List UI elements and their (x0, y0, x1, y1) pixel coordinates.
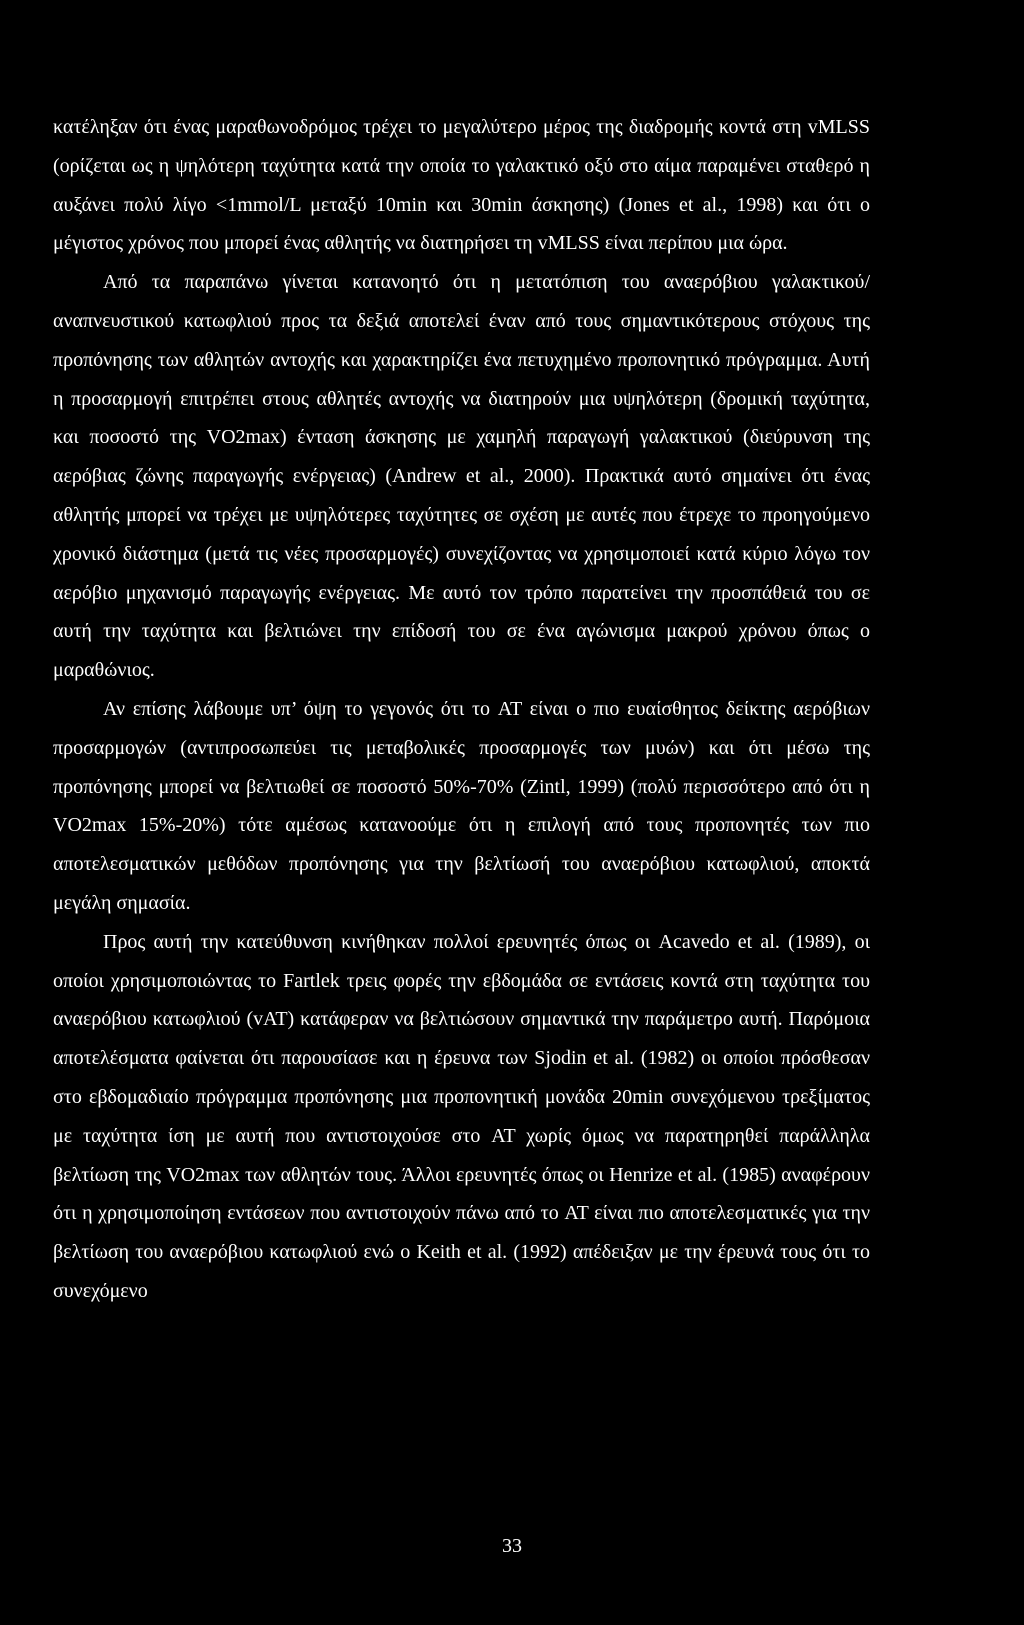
page-number: 33 (502, 1535, 522, 1557)
paragraph-3: Αν επίσης λάβουμε υπ’ όψη το γεγονός ότι το AT είναι ο πιο ευαίσθητος δείκτης αερόβιων προσαρμογών (αντιπροσωπεύει τις μεταβολικές προσαρμογές των μυών) και ότι μέσω της προπόνησης μπορεί να βελτιωθεί σε ποσοστό 50%-70% (Zintl, 1999) (πολύ περισσότερο από ότι η VO2max 15%-20%) τότε αμέσως κατανοούμε ότι η επιλογή από τους προπονητές των πιο αποτελεσματικών μεθόδων προπόνησης για την βελτίωσή του αναερόβιου κατωφλιού, αποκτά μεγάλη σημασία. (53, 697, 870, 914)
paragraph-1: κατέληξαν ότι ένας μαραθωνοδρόμος τρέχει το μεγαλύτερο μέρος της διαδρομής κοντά στη vMLSS (ορίζεται ως η ψηλότερη ταχύτητα κατά την οποία το γαλακτικό οξύ στο αίμα παραμένει σταθερό η αυξάνει πολύ λίγο <1mmol/L μεταξύ 10min και 30min άσκησης) (Jones et al., 1998) και ότι ο μέγιστος χρόνος που μπορεί ένας αθλητής να διατηρήσει τη vMLSS είναι περίπου μια ώρα. (53, 116, 870, 255)
paragraph-2: Από τα παραπάνω γίνεται κατανοητό ότι η μετατόπιση του αναερόβιου γαλακτικού/αναπνευστικού κατωφλιού προς τα δεξιά αποτελεί έναν από τους σημαντικότερους στόχους της προπόνησης των αθλητών αντοχής και χαρακτηρίζει ένα πετυχημένο προπονητικό πρόγραμμα. Αυτή η προσαρμογή επιτρέπει στους αθλητές αντοχής να διατηρούν μια υψηλότερη (δρομική ταχύτητα, και ποσοστό της VO2max) ένταση άσκησης με χαμηλή παραγωγή γαλακτικού (διεύρυνση της αερόβιας ζώνης παραγωγής ενέργειας) (Andrew et al., 2000). Πρακτικά αυτό σημαίνει ότι ένας αθλητής μπορεί να τρέχει με υψηλότερες ταχύτητες σε σχέση με αυτές που έτρεχε το προηγούμενο χρονικό διάστημα (μετά τις νέες προσαρμογές) συνεχίζοντας να χρησιμοποιεί κατά κύριο λόγω τον αερόβιο μηχανισμό παραγωγής ενέργειας. Με αυτό τον τρόπο παρατείνει την προσπάθειά του σε αυτή την ταχύτητα και βελτιώνει την επίδοσή του σε ένα αγώνισμα μακρού χρόνου όπως ο μαραθώνιος. (53, 271, 870, 682)
paragraph-4: Προς αυτή την κατεύθυνση κινήθηκαν πολλοί ερευνητές όπως οι Acavedo et al. (1989), οι οποίοι χρησιμοποιώντας το Fartlek τρεις φορές την εβδομάδα σε εντάσεις κοντά στη ταχύτητα του αναερόβιου κατωφλιού (vAT) κατάφεραν να βελτιώσουν σημαντικά την παράμετρο αυτή. Παρόμοια αποτελέσματα φαίνεται ότι παρουσίασε και η έρευνα των Sjodin et al. (1982) οι οποίοι πρόσθεσαν στο εβδομαδιαίο πρόγραμμα προπόνησης μια προπονητική μονάδα 20min συνεχόμενου τρεξίματος με ταχύτητα ίση με αυτή που αντιστοιχούσε στο AT χωρίς όμως να παρατηρηθεί παράλληλα βελτίωση της VO2max των αθλητών τους. Άλλοι ερευνητές όπως οι Henrize et al. (1985) αναφέρουν ότι η χρησιμοποίηση εντάσεων που αντιστοιχούν πάνω από το AT είναι πιο αποτελεσματικές για την βελτίωση του αναερόβιου κατωφλιού ενώ ο Keith et al. (1992) απέδειξαν με την έρευνά τους ότι το συνεχόμενο (53, 930, 870, 1302)
document-body (53, 108, 870, 1311)
